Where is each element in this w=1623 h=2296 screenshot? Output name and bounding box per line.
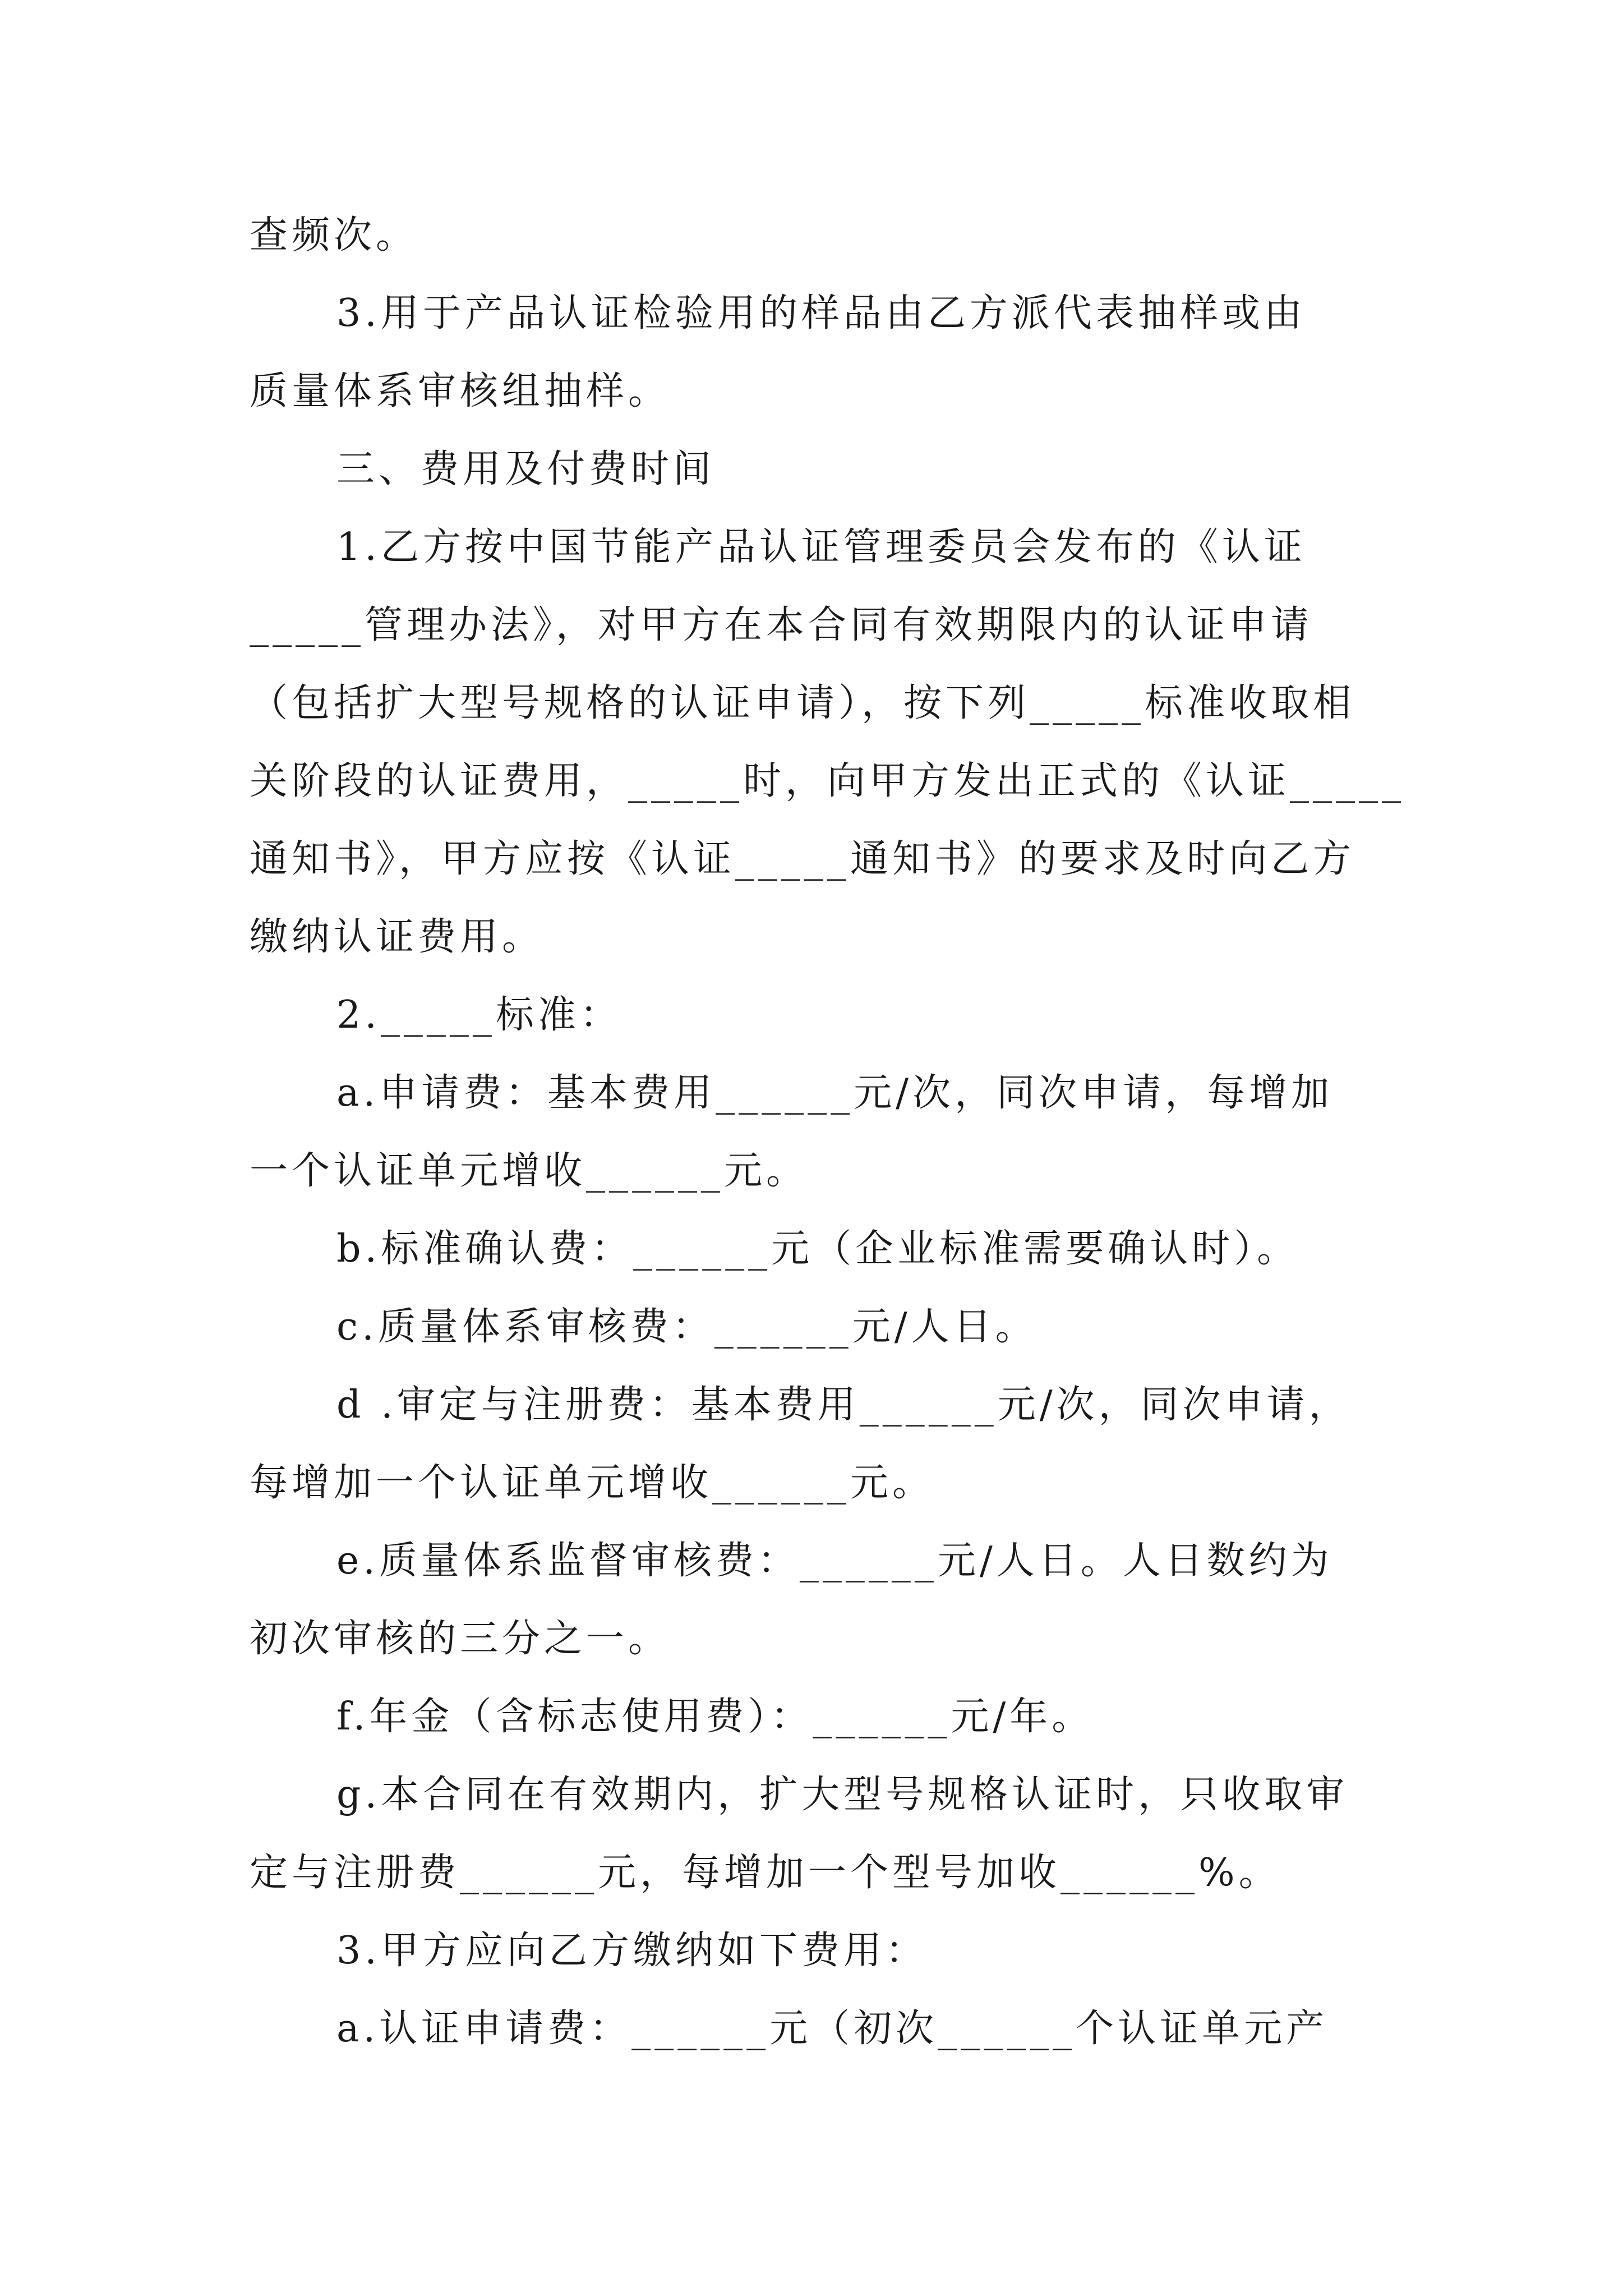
- text-line: （包括扩大型号规格的认证申请），按下列_____标准收取相: [250, 681, 1355, 725]
- fee-item: g.本合同在有效期内，扩大型号规格认证时，只收取审: [336, 1773, 1349, 1817]
- clause-line: 3.用于产品认证检验用的样品由乙方派代表抽样或由: [336, 291, 1306, 335]
- text-line: 一个认证单元增收______元。: [250, 1149, 809, 1193]
- contract-body: [250, 196, 1405, 2068]
- fee-item: e.质量体系监督审核费：______元/人日。人日数约为: [336, 1539, 1333, 1583]
- text-line: 缴纳认证费用。: [250, 915, 545, 959]
- text-line: 质量体系审核组抽样。: [250, 369, 671, 413]
- fee-item: a.认证申请费：______元（初次______个认证单元产: [336, 2007, 1329, 2051]
- clause-line: 3.甲方应向乙方缴纳如下费用：: [336, 1929, 928, 1973]
- fee-item: c.质量体系审核费：______元/人日。: [336, 1305, 1038, 1349]
- text-line: 初次审核的三分之一。: [250, 1617, 671, 1661]
- fee-item: b.标准确认费：______元（企业标准需要确认时）。: [336, 1227, 1299, 1271]
- text-line: 通知书》，甲方应按《认证_____通知书》的要求及时向乙方: [250, 837, 1355, 881]
- clause-line: 1.乙方按中国节能产品认证管理委员会发布的《认证: [336, 525, 1306, 569]
- text-line: 定与注册费______元，每增加一个型号加收______%。: [250, 1851, 1281, 1895]
- fee-item: f.年金（含标志使用费）：______元/年。: [336, 1695, 1094, 1739]
- text-line: 关阶段的认证费用，_____时，向甲方发出正式的《认证_____: [250, 759, 1405, 803]
- text-line: _____管理办法》，对甲方在本合同有效期限内的认证申请: [250, 603, 1313, 647]
- text-line: 每增加一个认证单元增收______元。: [250, 1461, 935, 1505]
- fee-item: a.申请费：基本费用______元/次，同次申请，每增加: [336, 1071, 1334, 1115]
- text-line: 查频次。: [250, 213, 418, 257]
- clause-line: 2._____标准：: [336, 993, 622, 1037]
- fee-item: d .审定与注册费：基本费用______元/次，同次申请，: [336, 1383, 1351, 1427]
- section-heading: 三、费用及付费时间: [336, 447, 716, 491]
